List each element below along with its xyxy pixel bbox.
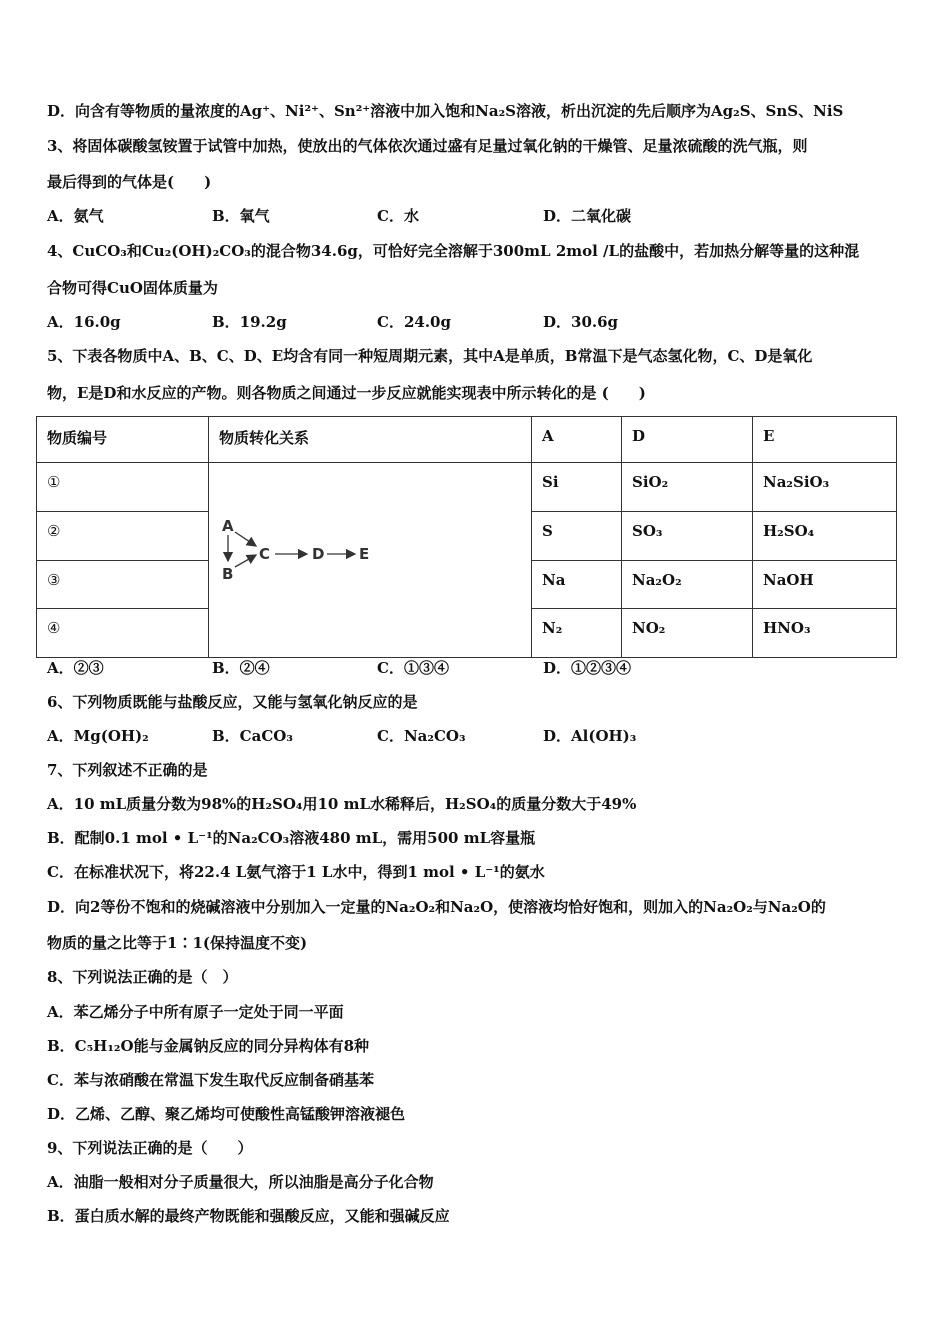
table-row [37,463,897,512]
q4-option-d: D．30.6g [543,313,619,331]
conversion-diagram-cell [209,463,532,658]
q8-option-d: D．乙烯、乙醇、聚乙烯均可使酸性高锰酸钾溶液褪色 [47,1105,406,1123]
q5-option-b: B．②④ [212,659,270,677]
diagram-node-b: B [222,565,234,583]
cell-d: Na₂O₂ [622,560,753,609]
row-number: ① [37,463,209,512]
arrow-a-to-c [235,532,256,546]
cell-a: Na [532,560,622,609]
q4-stem-line1: 4、CuCO₃和Cu₂(OH)₂CO₃的混合物34.6g，可恰好完全溶解于300mL 2mol /L的盐酸中，若加热分解等量的这种混 [47,242,860,260]
q6-option-a: A．Mg(OH)₂ [47,727,149,745]
q8-option-a: A．苯乙烯分子中所有原子一定处于同一平面 [47,1003,344,1021]
cell-d: NO₂ [622,609,753,658]
q8-stem: 8、下列说法正确的是（ ） [47,968,238,986]
q4-option-c: C．24.0g [377,313,451,331]
cell-d: SiO₂ [622,463,753,512]
q2-option-d: D．向含有等物质的量浓度的Ag⁺、Ni²⁺、Sn²⁺溶液中加入饱和Na₂S溶液，析出沉淀的先后顺序为Ag₂S、SnS、NiS [47,102,844,120]
cell-e: Na₂SiO₃ [753,463,897,512]
q5-option-a: A．②③ [47,659,104,677]
arrow-b-to-c [235,555,256,567]
q3-option-c: C．水 [377,207,419,225]
q6-option-b: B．CaCO₃ [212,727,293,745]
q4-option-a: A．16.0g [47,313,121,331]
q3-option-a: A．氨气 [47,207,104,225]
header-a: A [532,417,622,463]
q3-option-b: B．氧气 [212,207,270,225]
diagram-node-c: C [259,545,271,563]
table-header-row [37,417,897,463]
cell-a: N₂ [532,609,622,658]
conversion-diagram [209,463,529,653]
row-number: ③ [37,560,209,609]
q9-stem: 9、下列说法正确的是（ ） [47,1139,253,1157]
q9-option-b: B．蛋白质水解的最终产物既能和强酸反应，又能和强碱反应 [47,1207,450,1225]
diagram-node-e: E [359,545,370,563]
diagram-node-a: A [222,517,234,535]
header-d: D [622,417,753,463]
q3-stem-line1: 3、将固体碳酸氢铵置于试管中加热，使放出的气体依次通过盛有足量过氧化钠的干燥管、足量浓硫酸的洗气瓶，则 [47,137,808,155]
row-number: ② [37,511,209,560]
q9-option-a: A．油脂一般相对分子质量很大，所以油脂是高分子化合物 [47,1173,434,1191]
q4-stem-line2: 合物可得CuO固体质量为 [47,279,218,297]
q6-option-d: D．Al(OH)₃ [543,727,637,745]
row-number: ④ [37,609,209,658]
header-number: 物质编号 [37,417,209,463]
cell-e: H₂SO₄ [753,511,897,560]
q7-option-d-line1: D．向2等份不饱和的烧碱溶液中分别加入一定量的Na₂O₂和Na₂O，使溶液均恰好饱和，则加入的Na₂O₂与Na₂O的 [47,898,826,916]
header-relation: 物质转化关系 [209,417,532,463]
q8-option-b: B．C₅H₁₂O能与金属钠反应的同分异构体有8种 [47,1037,370,1055]
cell-a: Si [532,463,622,512]
q6-option-c: C．Na₂CO₃ [377,727,466,745]
q5-stem-line2: 物，E是D和水反应的产物。则各物质之间通过一步反应就能实现表中所示转化的是 ( ) [47,384,646,402]
q7-option-b: B．配制0.1 mol • L⁻¹的Na₂CO₃溶液480 mL，需用500 mL容量瓶 [47,829,536,847]
q8-option-c: C．苯与浓硝酸在常温下发生取代反应制备硝基苯 [47,1071,374,1089]
q7-stem: 7、下列叙述不正确的是 [47,761,208,779]
diagram-node-d: D [312,545,325,563]
cell-e: HNO₃ [753,609,897,658]
q6-stem: 6、下列物质既能与盐酸反应，又能与氢氧化钠反应的是 [47,693,418,711]
q7-option-c: C．在标准状况下，将22.4 L氨气溶于1 L水中，得到1 mol • L⁻¹的氨水 [47,863,545,881]
q5-option-d: D．①②③④ [543,659,632,677]
q4-option-b: B．19.2g [212,313,287,331]
cell-e: NaOH [753,560,897,609]
q7-option-d-line2: 物质的量之比等于1∶1(保持温度不变) [47,934,308,952]
header-e: E [753,417,897,463]
substance-table [36,416,897,658]
cell-d: SO₃ [622,511,753,560]
cell-a: S [532,511,622,560]
q5-stem-line1: 5、下表各物质中A、B、C、D、E均含有同一种短周期元素，其中A是单质，B常温下是气态氢化物，C、D是氧化 [47,347,813,365]
q7-option-a: A．10 mL质量分数为98%的H₂SO₄用10 mL水稀释后，H₂SO₄的质量分数大于49% [47,795,637,813]
q5-option-c: C．①③④ [377,659,449,677]
q3-stem-line2: 最后得到的气体是( ) [47,173,212,191]
q3-option-d: D．二氧化碳 [543,207,632,225]
